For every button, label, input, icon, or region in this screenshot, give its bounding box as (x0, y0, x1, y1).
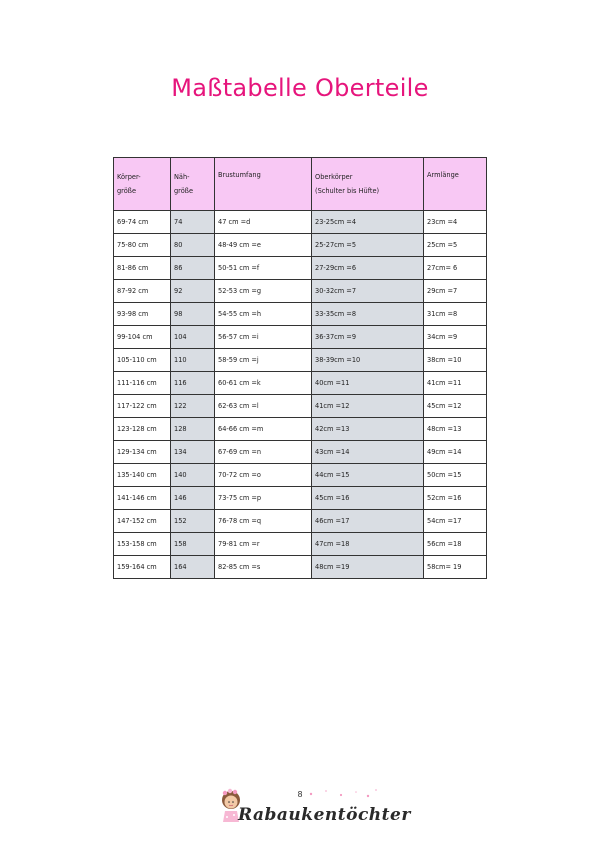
table-cell: 25cm =5 (424, 234, 487, 257)
size-table (113, 157, 487, 579)
table-cell: 42cm =13 (312, 418, 424, 441)
table-cell: 105-110 cm (114, 349, 171, 372)
table-cell: 52-53 cm =g (215, 280, 312, 303)
header-oberkoerper: Oberkörper (Schulter bis Hüfte) (312, 158, 424, 211)
table-cell: 54cm =17 (424, 510, 487, 533)
table-row (114, 510, 487, 533)
table-cell: 56cm =18 (424, 533, 487, 556)
table-cell: 70-72 cm =o (215, 464, 312, 487)
table-cell: 38-39cm =10 (312, 349, 424, 372)
table-cell: 67-69 cm =n (215, 441, 312, 464)
table-cell: 50cm =15 (424, 464, 487, 487)
table-cell: 111-116 cm (114, 372, 171, 395)
header-koerpergroesse: Körper- größe (114, 158, 171, 211)
table-cell: 81-86 cm (114, 257, 171, 280)
table-header-row (114, 158, 487, 211)
table-cell: 47cm =18 (312, 533, 424, 556)
table-cell: 30-32cm =7 (312, 280, 424, 303)
table-row (114, 326, 487, 349)
table-cell: 116 (171, 372, 215, 395)
table-cell: 49cm =14 (424, 441, 487, 464)
table-cell: 153-158 cm (114, 533, 171, 556)
table-cell: 54-55 cm =h (215, 303, 312, 326)
table-cell: 41cm =11 (424, 372, 487, 395)
table-cell: 45cm =16 (312, 487, 424, 510)
table-cell: 146 (171, 487, 215, 510)
table-row (114, 441, 487, 464)
table-cell: 23cm =4 (424, 211, 487, 234)
table-cell: 134 (171, 441, 215, 464)
table-cell: 40cm =11 (312, 372, 424, 395)
table-row (114, 418, 487, 441)
table-cell: 74 (171, 211, 215, 234)
table-cell: 158 (171, 533, 215, 556)
table-cell: 64-66 cm =m (215, 418, 312, 441)
table-cell: 48cm =13 (424, 418, 487, 441)
table-row (114, 257, 487, 280)
table-cell: 73-75 cm =p (215, 487, 312, 510)
table-cell: 44cm =15 (312, 464, 424, 487)
table-cell: 69-74 cm (114, 211, 171, 234)
table-cell: 34cm =9 (424, 326, 487, 349)
table-cell: 79-81 cm =r (215, 533, 312, 556)
table-cell: 164 (171, 556, 215, 579)
table-cell: 98 (171, 303, 215, 326)
table-cell: 87-92 cm (114, 280, 171, 303)
table-cell: 25-27cm =5 (312, 234, 424, 257)
table-cell: 41cm =12 (312, 395, 424, 418)
table-cell: 76-78 cm =q (215, 510, 312, 533)
table-row (114, 487, 487, 510)
table-cell: 43cm =14 (312, 441, 424, 464)
table-row (114, 280, 487, 303)
header-armlaenge: Armlänge (424, 158, 487, 211)
table-cell: 27cm= 6 (424, 257, 487, 280)
table-cell: 128 (171, 418, 215, 441)
table-row (114, 533, 487, 556)
table-cell: 140 (171, 464, 215, 487)
table-row (114, 234, 487, 257)
table-cell: 29cm =7 (424, 280, 487, 303)
table-cell: 48-49 cm =e (215, 234, 312, 257)
table-row (114, 556, 487, 579)
table-cell: 27-29cm =6 (312, 257, 424, 280)
table-cell: 47 cm =d (215, 211, 312, 234)
table-cell: 62-63 cm =l (215, 395, 312, 418)
table-row (114, 303, 487, 326)
table-cell: 99-104 cm (114, 326, 171, 349)
table-cell: 56-57 cm =i (215, 326, 312, 349)
table-cell: 46cm =17 (312, 510, 424, 533)
table-cell: 147-152 cm (114, 510, 171, 533)
page-title: Maßtabelle Oberteile (171, 74, 429, 102)
table-cell: 141-146 cm (114, 487, 171, 510)
table-cell: 80 (171, 234, 215, 257)
table-cell: 92 (171, 280, 215, 303)
brand-wordmark: Rabaukentöchter (238, 805, 411, 825)
table-cell: 82-85 cm =s (215, 556, 312, 579)
table-cell: 52cm =16 (424, 487, 487, 510)
table-cell: 23-25cm =4 (312, 211, 424, 234)
table-cell: 31cm =8 (424, 303, 487, 326)
table-cell: 159-164 cm (114, 556, 171, 579)
table-cell: 110 (171, 349, 215, 372)
header-brustumfang: Brustumfang (215, 158, 312, 211)
table-cell: 33-35cm =8 (312, 303, 424, 326)
table-row (114, 372, 487, 395)
table-cell: 129-134 cm (114, 441, 171, 464)
decorative-dots-icon (310, 789, 377, 797)
table-cell: 58-59 cm =j (215, 349, 312, 372)
table-cell: 122 (171, 395, 215, 418)
table-cell: 50-51 cm =f (215, 257, 312, 280)
table-row (114, 349, 487, 372)
table-row (114, 464, 487, 487)
table-cell: 48cm =19 (312, 556, 424, 579)
table-cell: 60-61 cm =k (215, 372, 312, 395)
table-cell: 45cm =12 (424, 395, 487, 418)
table-cell: 152 (171, 510, 215, 533)
table-cell: 86 (171, 257, 215, 280)
table-cell: 58cm= 19 (424, 556, 487, 579)
table-cell: 38cm =10 (424, 349, 487, 372)
table-cell: 104 (171, 326, 215, 349)
table-cell: 135-140 cm (114, 464, 171, 487)
table-row (114, 211, 487, 234)
table-cell: 75-80 cm (114, 234, 171, 257)
page-number: 8 (297, 790, 303, 799)
table-cell: 117-122 cm (114, 395, 171, 418)
table-cell: 36-37cm =9 (312, 326, 424, 349)
table-cell: 93-98 cm (114, 303, 171, 326)
table-cell: 123-128 cm (114, 418, 171, 441)
table-row (114, 395, 487, 418)
header-naehgroesse: Näh- größe (171, 158, 215, 211)
